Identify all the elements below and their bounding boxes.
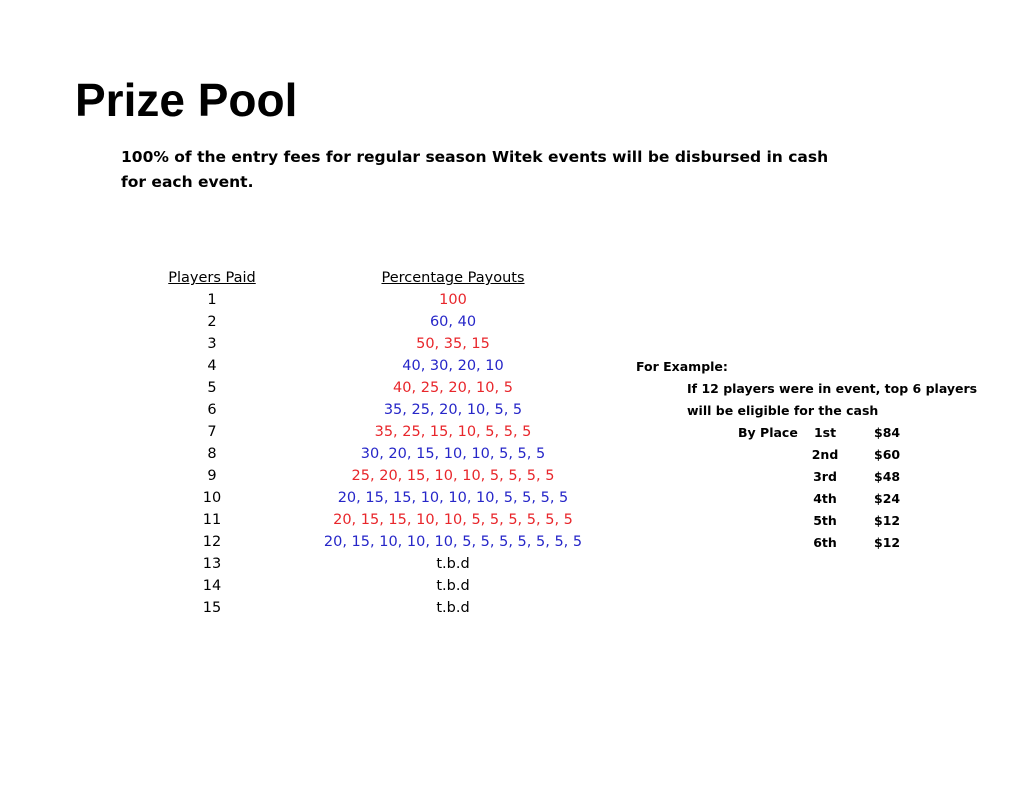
- payout-cell: t.b.d: [436, 578, 470, 594]
- table-row: [0, 553, 600, 575]
- players-paid-cell: 10: [202, 490, 222, 506]
- payout-cell: 60, 40: [429, 314, 477, 330]
- payout-cell: t.b.d: [436, 556, 470, 572]
- place-label: 6th: [813, 535, 837, 550]
- players-paid-cell: 6: [207, 402, 217, 418]
- players-paid-cell: 2: [207, 314, 217, 330]
- place-amount: $24: [874, 491, 901, 506]
- example-line-2: will be eligible for the cash: [687, 403, 879, 418]
- place-label: 1st: [813, 425, 837, 440]
- payout-cell: 30, 20, 15, 10, 10, 5, 5, 5: [360, 446, 546, 462]
- players-paid-cell: 14: [202, 578, 222, 594]
- intro-paragraph: [121, 145, 841, 195]
- table-row: [0, 443, 600, 465]
- players-paid-cell: 7: [207, 424, 217, 440]
- payout-cell: 100: [439, 292, 467, 308]
- table-row: [0, 311, 600, 333]
- place-amount: $12: [874, 513, 901, 528]
- table-row: [0, 597, 600, 619]
- players-paid-cell: 9: [207, 468, 217, 484]
- table-row: [0, 487, 600, 509]
- table-row: [0, 377, 600, 399]
- table-row: [0, 465, 600, 487]
- payout-cell: 20, 15, 10, 10, 10, 5, 5, 5, 5, 5, 5, 5: [323, 534, 583, 550]
- page-title: Prize Pool: [75, 74, 298, 126]
- payout-cell: 40, 30, 20, 10: [402, 358, 504, 374]
- intro-line-1: 100% of the entry fees for regular season Witek events will be disbursed in cash: [121, 148, 829, 166]
- players-paid-cell: 15: [202, 600, 222, 616]
- place-amount: $12: [874, 535, 901, 550]
- table-row: [0, 355, 600, 377]
- players-paid-header: Players Paid: [168, 270, 256, 286]
- table-row: [0, 289, 600, 311]
- players-paid-cell: 3: [207, 336, 217, 352]
- table-header-row: [0, 267, 600, 289]
- payout-cell: 35, 25, 15, 10, 5, 5, 5: [374, 424, 532, 440]
- payout-cell: 50, 35, 15: [416, 336, 490, 352]
- place-label: 4th: [813, 491, 837, 506]
- example-line-1: If 12 players were in event, top 6 players: [687, 381, 978, 396]
- players-paid-cell: 4: [207, 358, 217, 374]
- table-row: [0, 531, 600, 553]
- place-label: 3rd: [813, 469, 837, 484]
- players-paid-cell: 11: [202, 512, 222, 528]
- place-label: 5th: [813, 513, 837, 528]
- table-row: [0, 421, 600, 443]
- percentage-payouts-header: Percentage Payouts: [381, 270, 525, 286]
- place-label: 2nd: [811, 447, 839, 462]
- intro-line-2: for each event.: [121, 173, 254, 191]
- table-row: [0, 509, 600, 531]
- table-row: [0, 333, 600, 355]
- payout-cell: 25, 20, 15, 10, 10, 5, 5, 5, 5: [351, 468, 555, 484]
- by-place-label: By Place: [738, 425, 798, 440]
- example-heading: For Example:: [636, 359, 728, 374]
- table-row: [0, 575, 600, 597]
- table-row: [0, 399, 600, 421]
- players-paid-cell: 5: [207, 380, 217, 396]
- players-paid-cell: 8: [207, 446, 217, 462]
- players-paid-cell: 1: [207, 292, 217, 308]
- payout-cell: 20, 15, 15, 10, 10, 5, 5, 5, 5, 5, 5: [333, 512, 573, 528]
- payout-cell: 20, 15, 15, 10, 10, 10, 5, 5, 5, 5: [337, 490, 569, 506]
- players-paid-cell: 12: [202, 534, 222, 550]
- place-amount: $84: [874, 425, 901, 440]
- players-paid-cell: 13: [202, 556, 222, 572]
- payout-cell: 40, 25, 20, 10, 5: [393, 380, 513, 396]
- payout-cell: 35, 25, 20, 10, 5, 5: [383, 402, 523, 418]
- place-amount: $48: [874, 469, 901, 484]
- place-amount: $60: [874, 447, 901, 462]
- payout-cell: t.b.d: [436, 600, 470, 616]
